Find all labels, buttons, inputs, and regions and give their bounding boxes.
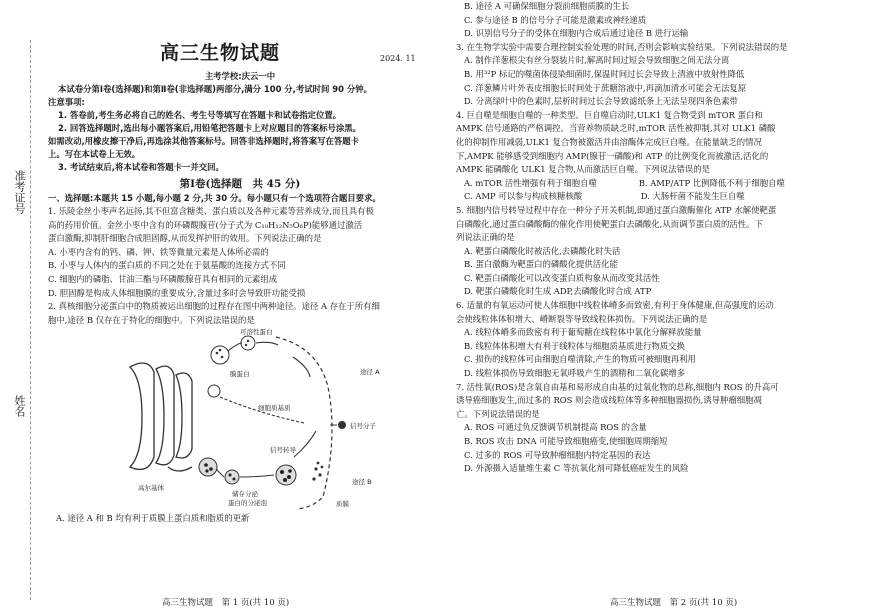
page-right xyxy=(438,0,870,615)
exam-date: 2024. 11 xyxy=(380,54,416,63)
exam-number-label: 准考证号 xyxy=(13,170,26,214)
label-signal-molecule: 信号分子 xyxy=(350,422,376,431)
label-path-b: 途径 B xyxy=(352,478,372,487)
label-soluble-protein: 可溶性蛋白 xyxy=(240,328,273,337)
label-plasma-membrane: 质膜 xyxy=(336,500,349,509)
option-line: B. ROS 攻击 DNA 可能导致细胞癌变,使细胞周期缩短 xyxy=(464,436,668,446)
notice-intro: 本试卷分第Ⅰ卷(选择题)和第Ⅱ卷(非选择题)两部分,满分 100 分,考试时间 90 分钟。 xyxy=(58,84,372,94)
option-line: C. 过多的 ROS 可导致肿瘤细胞内特定基因的表达 xyxy=(464,449,651,460)
title-row xyxy=(48,8,432,64)
option-line: C. AMP 可以参与构成核糖核酸 D. 大肠杆菌不能发生巨自噬 xyxy=(464,191,745,202)
label-golgi: 高尔基体 xyxy=(138,484,164,493)
cut-line xyxy=(30,40,31,600)
option-line: A. mTOR 活性增强有利于细胞自噬 B. AMP/ATP 比例降低不利于细胞自噬 xyxy=(464,177,785,188)
label-path-a: 途径 A xyxy=(360,368,380,377)
name-label: 姓名 xyxy=(13,395,26,417)
host-school: 主考学校:庆云一中 xyxy=(204,71,276,81)
option-line: D. 识别信号分子的受体在细胞内合成后通过途径 B 进行运输 xyxy=(464,28,689,39)
option-line: B. 小枣与人体内的蛋白质的不同之处在于氨基酸的连接方式不同 xyxy=(48,260,286,271)
label-storage-vesicle-1: 储存分泌 xyxy=(232,490,258,499)
option-line: A. 制作洋葱根尖有丝分裂装片时,解离时间过短会导致细胞之间无法分离 xyxy=(464,55,730,66)
option-line: D. 分离绿叶中的色素时,层析时间过长会导致滤纸条上无法呈现四条色素带 xyxy=(464,96,739,107)
option-line: A. 小枣内含有的钙、磷、钾、铁等微量元素是人体所必需的 xyxy=(48,246,269,257)
binding-gutter xyxy=(0,0,36,615)
option-line: D. 外源摄入适量维生素 C 等抗氧化剂可降低癌症发生的风险 xyxy=(464,463,689,474)
question-line: 亡。下列说法错误的是 xyxy=(456,408,540,419)
section-title: 第Ⅰ卷(选择题 共 45 分) xyxy=(179,178,301,190)
notice-heading: 注意事项: xyxy=(48,97,85,107)
exam-title: 高三生物试题 xyxy=(160,42,281,64)
notice-item-2c: 上。写在本试卷上无效。 xyxy=(48,149,141,159)
question-line: 3. 在生物学实验中需要合理控制实验处理的时间,否则会影响实验结果。下列说法错误的是 xyxy=(456,41,788,52)
option-line: A. 靶蛋白磷酸化时被活化,去磷酸化时失活 xyxy=(464,245,621,256)
question-list-left xyxy=(48,205,432,327)
option-line: D. 胆固醇是构成人体细胞膜的重要成分,含量过多时会导致肝功能受损 xyxy=(48,287,306,298)
left-content xyxy=(48,8,432,526)
question-line: 列说法正确的是 xyxy=(456,232,515,243)
option-line: C. 细胞内的磷脂、甘油三酯与环磷酸腺苷具有相同的元素组成 xyxy=(48,273,278,284)
page-footer-left: 高三生物试题 第 1 页(共 10 页) xyxy=(162,598,290,608)
notice-item-2a: 2. 回答选择题时,选出每小题答案后,用铅笔把答题卡上对应题目的答案标号涂黑。 xyxy=(58,123,362,133)
question-line: 2. 真核细胞分泌蛋白中的物质被运出细胞的过程存在图中两种途径。途径 A 存在于所有细 xyxy=(48,301,380,312)
question-line: 化的抑制作用减弱,ULK1 复合物被激活并由溶酶体完成巨自噬。在能量缺乏的情况 xyxy=(456,136,762,147)
option-line: C. 靶蛋白磷酸化可以改变蛋白质构象从而改变其活性 xyxy=(464,272,660,283)
section-intro: 一、选择题:本题共 15 小题,每小题 2 分,共 30 分。每小题只有一个选项符合题目要求。 xyxy=(48,193,381,203)
question-line: 诱导癌细胞发生,而过多的 ROS 则会造成线粒体等多种细胞器损伤,诱导肿瘤细胞凋 xyxy=(456,395,762,406)
notice-item-3: 3. 考试结束后,将本试卷和答题卡一并交回。 xyxy=(58,162,224,172)
option-line: C. 参与途径 B 的信号分子可能是激素或神经递质 xyxy=(464,14,647,25)
label-storage-vesicle-2: 蛋白的分泌泡 xyxy=(228,499,267,508)
label-signal-transduction: 信号转导 xyxy=(270,446,296,455)
option-line: A. 线粒体嵴多而致密有利于葡萄糖在线粒体中氧化分解释放能量 xyxy=(464,327,702,338)
secretion-diagram xyxy=(108,327,408,512)
option-line: D. 线粒体损伤导致细胞无氧呼吸产生的酒精和二氧化碳增多 xyxy=(464,368,686,379)
right-content xyxy=(456,0,866,476)
question-line: 胞中,途径 B 仅存在于特化的细胞中。下列说法错误的是 xyxy=(48,314,255,325)
notice-item-1: 1. 答卷前,考生务必将自己的姓名、考生号等填写在答题卡和试卷指定位置。 xyxy=(58,110,342,120)
label-membrane-protein: 膜蛋白 xyxy=(230,370,250,379)
question-line: 会使线粒体体积增大、嵴断裂等导致线粒体损伤。下列说法正确的是 xyxy=(456,313,708,324)
signal-molecule-shape xyxy=(330,421,346,429)
option-line: C. 洋葱鳞片叶外表皮细胞长时间处于蔗糖溶液中,再滴加清水可能会无法复原 xyxy=(464,82,747,93)
question-line: 1. 乐陵金丝小枣声名远扬,其不但富含糖类、蛋白质以及各种元素等营养成分,而且具有极 xyxy=(48,206,374,216)
question-line: AMPK 信号通路的严格调控。当营养物质缺乏时,mTOR 活性被抑制,其对 ULK1 磷酸 xyxy=(456,123,776,134)
notice-item-2b: 如需改动,用橡皮擦干净后,再选涂其他答案标号。回答非选择题时,将答案写在答题卡 xyxy=(48,136,360,146)
option-line: B. 线粒体体积增大有利于线粒体与细胞质基质进行物质交换 xyxy=(464,340,685,351)
question-line: 蛋白激酶,抑制肝细胞合成胆固醇,从而发挥护肝的效用。下列说法正确的是 xyxy=(48,233,322,244)
option-line: C. 损伤的线粒体可由细胞自噬清除,产生的物质可被细胞再利用 xyxy=(464,354,696,365)
option-line: B. 途径 A 可确保细胞分裂前细胞质膜的生长 xyxy=(464,1,630,11)
question-line: 4. 巨自噬是细胞自噬的一种类型。巨自噬启动时,ULK1 复合物受到 mTOR 蛋白和 xyxy=(456,109,763,120)
question-line: 6. 适量的有氧运动可使人体细胞中线粒体嵴多而致密,有利于身体健康,但高强度的运动 xyxy=(456,300,774,311)
question-line: 5. 细胞内信号转导过程中存在一种分子开关机制,即通过蛋白激酶催化 ATP 水解使靶蛋 xyxy=(456,204,777,215)
label-cell-matrix: 细胞质基质 xyxy=(258,404,291,413)
option-line: D. 靶蛋白磷酸化时生成 ADP,去磷酸化时合成 ATP xyxy=(464,286,652,297)
question-line: 高的药用价值。金丝小枣中含有的环磷酸腺苷(分子式为 C₁₀H₁₂N₅O₆P)能够通过激活 xyxy=(48,219,363,230)
question-line: 白磷酸化,通过蛋白磷酸酶的催化作用使靶蛋白去磷酸化,从而调节蛋白质的活性。下 xyxy=(456,218,763,229)
option-line: A. 途径 A 和 B 均有利于质膜上蛋白质和脂质的更新 xyxy=(56,513,250,524)
question-line: AMPK 能磷酸化 ULK1 复合物,从而激活巨自噬。下列说法错误的是 xyxy=(456,164,710,175)
question-line: 7. 活性氧(ROS)是含氧自由基和易形成自由基的过氧化物的总称,细胞内 ROS 的升高可 xyxy=(456,381,779,392)
option-line: B. 用³²P 标记的噬菌体侵染细菌时,保温时间过长会导致上清液中放射性降低 xyxy=(464,68,745,79)
golgi-apparatus-shape xyxy=(130,363,192,471)
page-footer-right: 高三生物试题 第 2 页(共 10 页) xyxy=(610,598,738,608)
question-line: 下,AMPK 能够感受到细胞内 AMP(腺苷一磷酸)和 ATP 的比例变化而被激活,活化的 xyxy=(456,150,769,161)
option-line: A. ROS 可通过负反馈调节机制提高 ROS 的含量 xyxy=(464,422,647,433)
option-line: B. 蛋白激酶为靶蛋白的磷酸化提供活化能 xyxy=(464,259,618,270)
